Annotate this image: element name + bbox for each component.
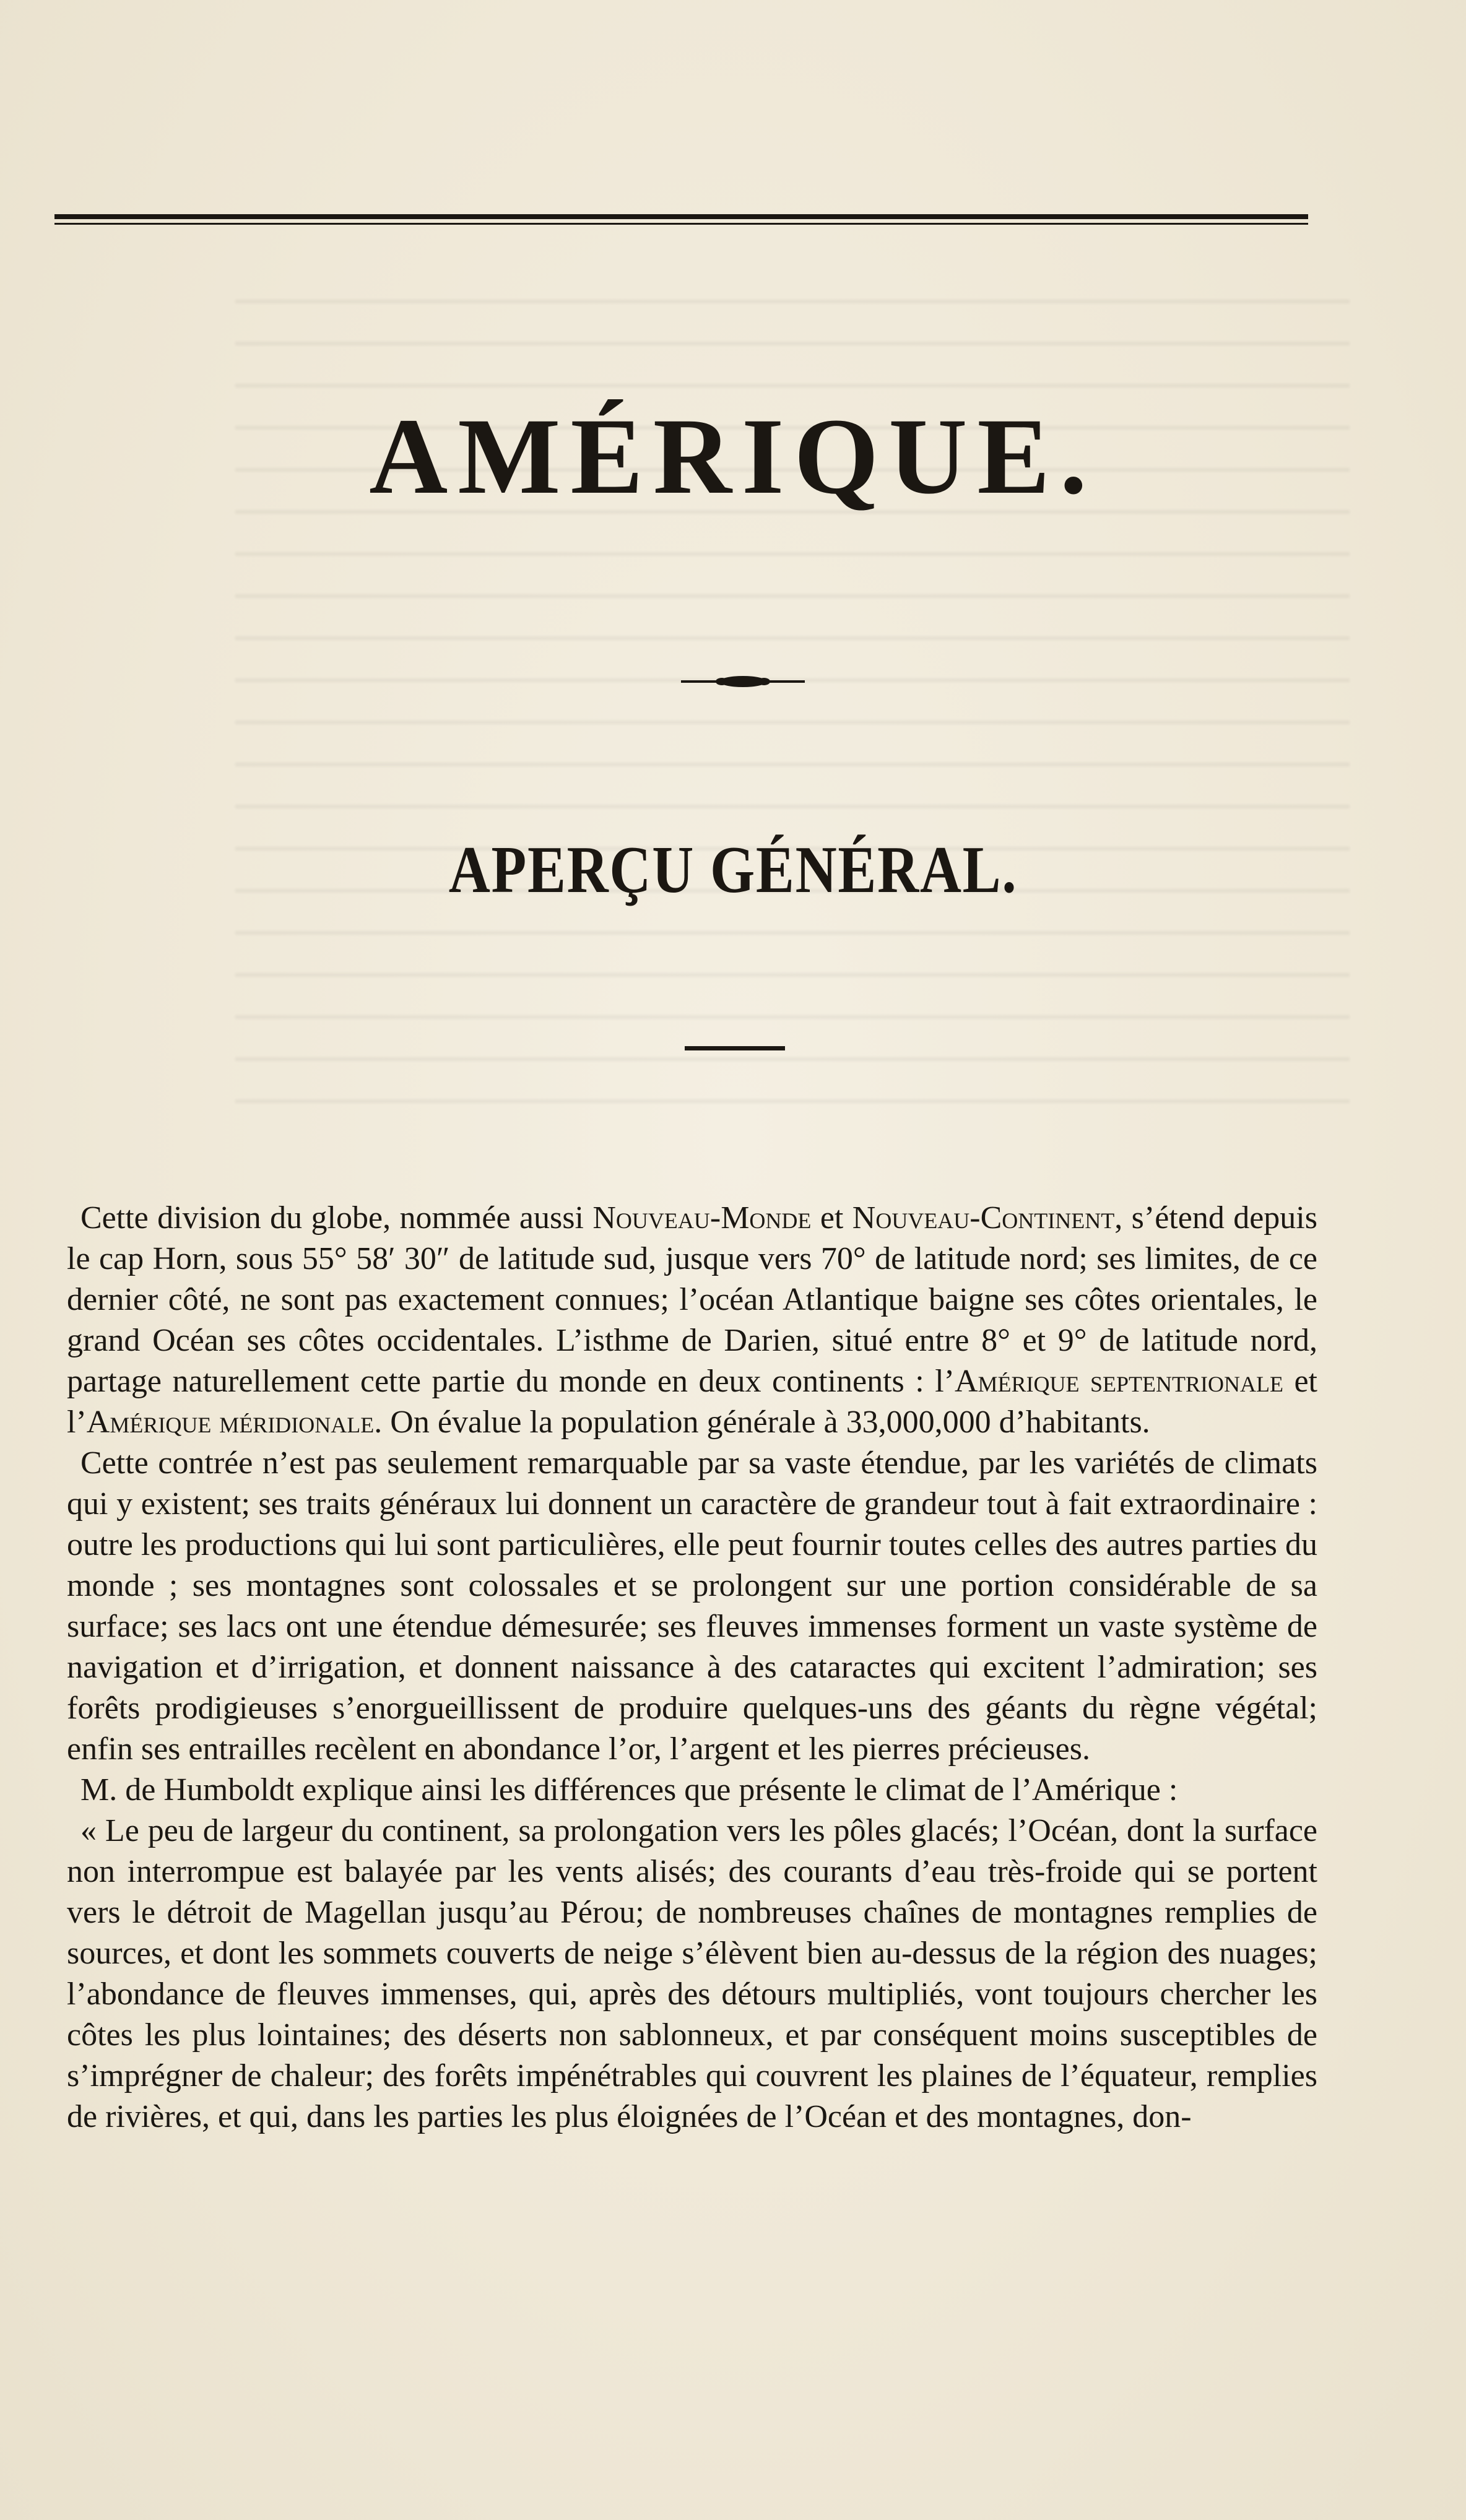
header-rule-thick [54, 214, 1308, 219]
paragraph-1-text-i: . On évalue la population générale à 33,000,000 d’habitants. [374, 1405, 1150, 1440]
ornament-divider [681, 675, 805, 688]
section-subtitle: APERÇU GÉNÉRAL. [448, 833, 1018, 907]
paragraph-1-text-g: et l’ [67, 1364, 1318, 1440]
subtitle-rule [685, 1046, 785, 1050]
page-title: AMÉRIQUE. [369, 396, 1097, 517]
paragraph-3: M. de Humboldt explique ainsi les différences que présente le climat de l’Amérique : [80, 1772, 1178, 1808]
paragraph-4-quote: « Le peu de largeur du continent, sa prolongation vers les pôles glacés; l’Océan, dont la surface non interrompue est balayée par les vents alisés; des courants d’eau très-froide qui se portent vers le détroit de Magellan jusqu’au Pérou; de nombreuses chaînes de montagnes remplies de sources, et dont les sommets couverts de neige s’élèvent bien au-dessus de la région des nuages; l’abondance de fleuves immenses, qui, après des détours multipliés, vont toujours chercher les côtes les plus lointaines; des déserts non sablonneux, et par conséquent moins susceptibles de s’imprégner de chaleur; des forêts impénétrables qui couvrent les plaines de l’équateur, remplies de rivières, et qui, dans les parties les plus éloignées de l’Océan et des montagnes, don- [67, 1813, 1317, 2134]
body-text [67, 1198, 1317, 2137]
paragraph-1-text-a: Cette division du globe, nommée aussi [80, 1200, 593, 1236]
term-amerique-septentrionale: Amérique septentrionale [954, 1364, 1283, 1399]
paragraph-1-text-e: , s’étend depuis le cap Horn, sous 55° 58′ 30″ de latitude sud, jusque vers 70° de latitude nord; ses limites, de ce dernier côté, ne sont pas exactement connues; l’océan Atlantique baigne ses côtes orientales, le grand Océan ses côtes occidentales. L’isthme de Darien, situé entre 8° et 9° de latitude nord, partage naturellement cette partie du monde en deux continents : l’ [67, 1200, 1317, 1399]
paragraph-1-text-c: et [811, 1200, 852, 1236]
term-amerique-meridionale: Amérique méridionale [86, 1405, 375, 1440]
term-nouveau-continent: Nouveau-Continent [852, 1200, 1115, 1236]
header-rule-thin [54, 223, 1308, 225]
paragraph-1 [67, 1198, 1317, 1443]
term-nouveau-monde: Nouveau-Monde [592, 1200, 812, 1236]
paragraph-2: Cette contrée n’est pas seulement remarquable par sa vaste étendue, par les variétés de climats qui y existent; ses traits généraux lui donnent un caractère de grandeur tout à fait extraordinaire : outre les productions qui lui sont particulières, elle peut fournir toutes celles des autres parties du monde ; ses montagnes sont colossales et se prolongent sur une portion considérable de sa surface; ses lacs ont une étendue démesurée; ses fleuves immenses forment un vaste système de navigation et d’irrigation, et donnent naissance à des cataractes qui excitent l’admiration; ses forêts prodigieuses s’enorgueillissent de produire quelques-uns des géants du règne végétal; enfin ses entrailles recèlent en abondance l’or, l’argent et les pierres précieuses. [67, 1445, 1317, 1767]
